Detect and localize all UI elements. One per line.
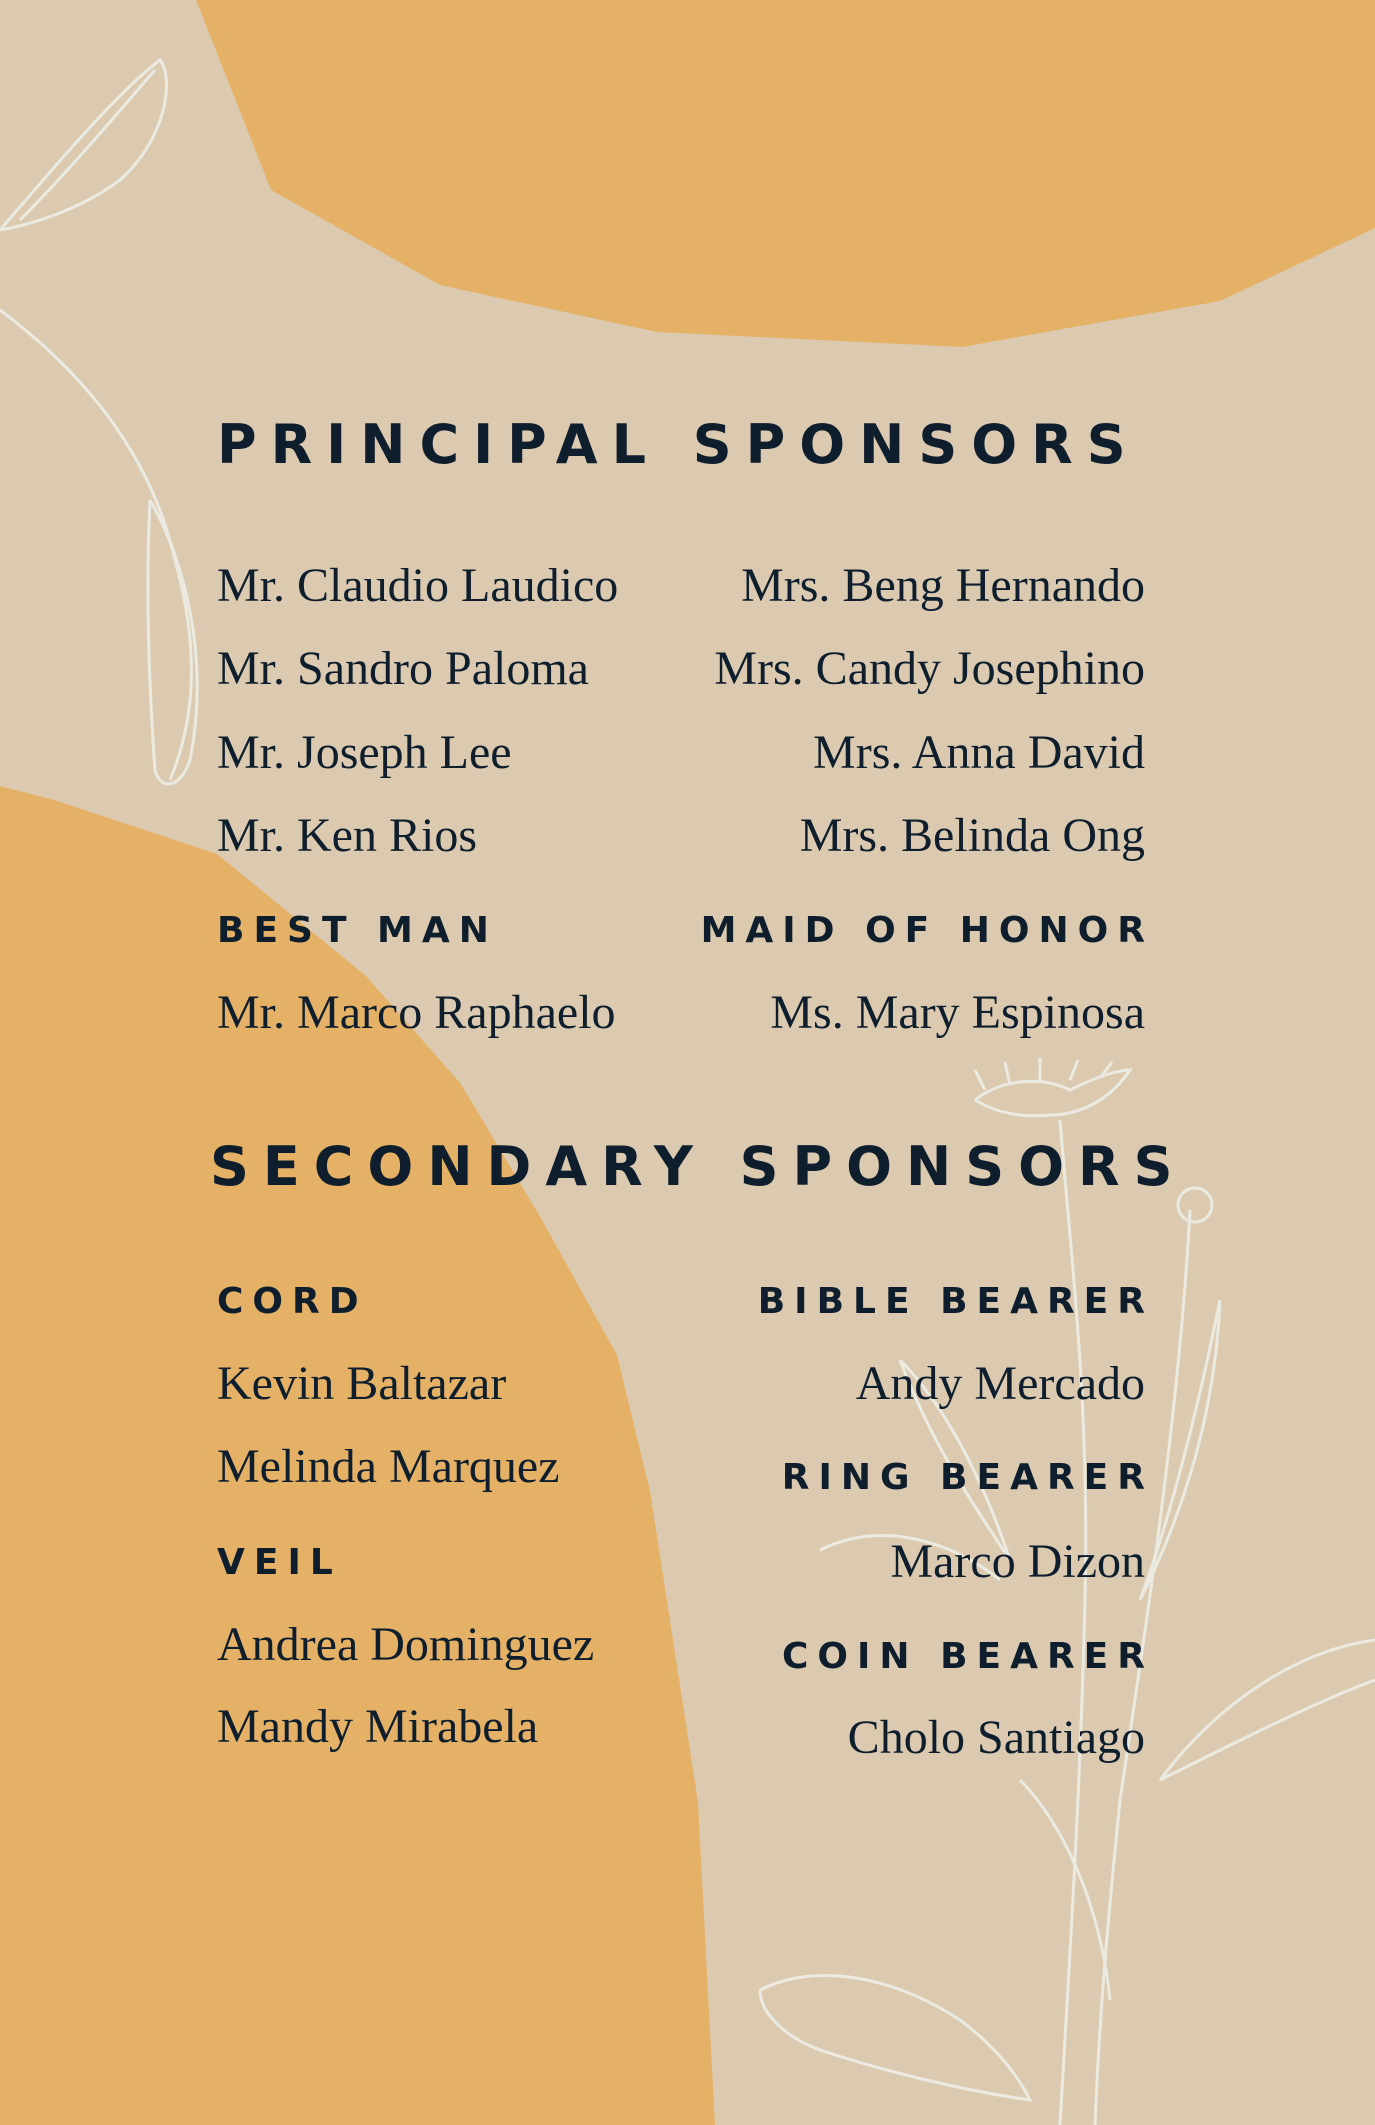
principal-sponsors-title: PRINCIPAL SPONSORS [217, 413, 1140, 476]
bible-bearer-label: BIBLE BEARER [757, 1281, 1154, 1322]
cord-sponsor-name: Melinda Marquez [217, 1440, 560, 1493]
bible-bearer-name: Andy Mercado [855, 1357, 1145, 1410]
principal-sponsor-name: Mr. Ken Rios [217, 809, 478, 862]
principal-sponsor-name: Mrs. Candy Josephino [714, 642, 1145, 695]
coin-bearer-label: COIN BEARER [781, 1636, 1154, 1677]
principal-sponsor-name: Mrs. Belinda Ong [799, 809, 1145, 862]
veil-sponsor-name: Mandy Mirabela [217, 1700, 539, 1753]
principal-sponsor-name: Mr. Joseph Lee [217, 726, 512, 779]
cord-sponsor-name: Kevin Baltazar [217, 1357, 507, 1410]
best-man-label: BEST MAN [217, 910, 498, 951]
coin-bearer-name: Cholo Santiago [847, 1711, 1145, 1764]
principal-sponsor-name: Mr. Sandro Paloma [217, 642, 589, 695]
best-man-name: Mr. Marco Raphaelo [217, 986, 616, 1039]
ring-bearer-label: RING BEARER [781, 1457, 1154, 1498]
veil-label: VEIL [217, 1542, 342, 1583]
top-orange-shape [196, 0, 1375, 347]
ring-bearer-name: Marco Dizon [890, 1535, 1145, 1588]
cord-label: CORD [217, 1281, 368, 1322]
secondary-sponsors-title: SECONDARY SPONSORS [210, 1135, 1187, 1198]
maid-of-honor-name: Ms. Mary Espinosa [770, 986, 1145, 1039]
principal-sponsor-name: Mrs. Beng Hernando [741, 559, 1145, 612]
veil-sponsor-name: Andrea Dominguez [217, 1618, 595, 1671]
maid-of-honor-label: MAID OF HONOR [700, 910, 1154, 951]
principal-sponsor-name: Mrs. Anna David [813, 726, 1145, 779]
principal-sponsor-name: Mr. Claudio Laudico [217, 559, 619, 612]
